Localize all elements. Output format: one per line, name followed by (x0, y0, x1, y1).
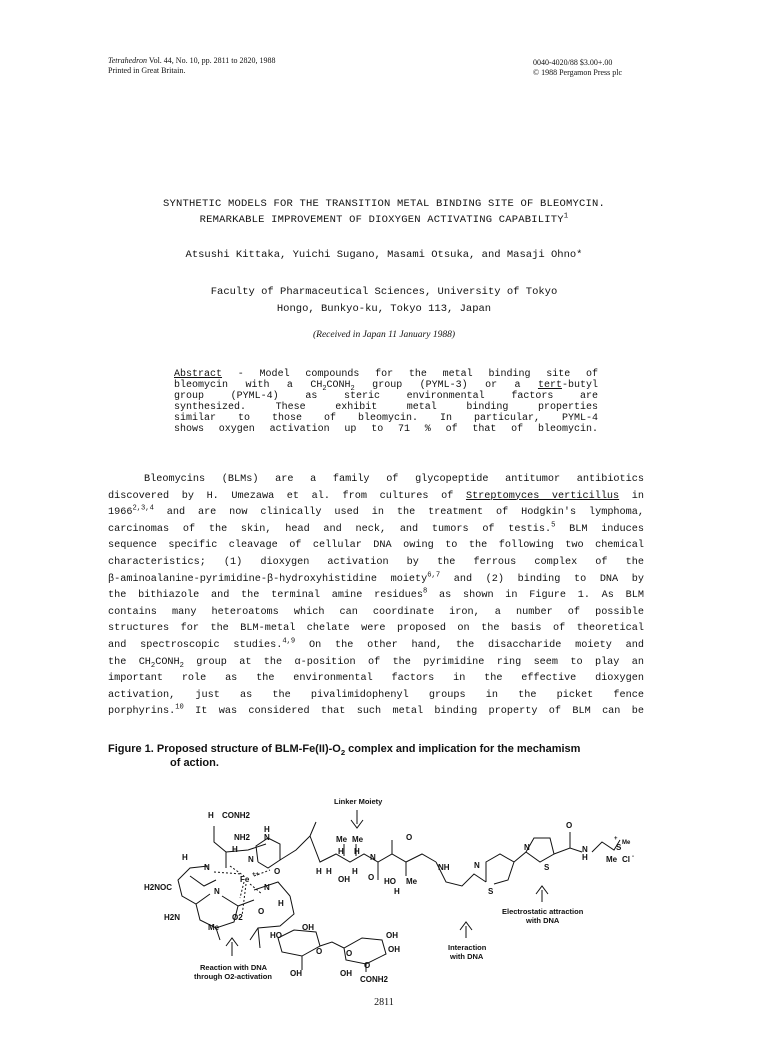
atom-label: Me (406, 877, 418, 886)
body-text: and are now clinically used in the treatment of Hodgkin's lymphoma, (153, 507, 644, 519)
atom-label: N (264, 833, 270, 842)
caption-line-2: of action. (170, 757, 219, 769)
body-line (108, 588, 644, 605)
bond (514, 838, 554, 862)
body-text: carcinomas of the skin, head and neck, and tumors of testis. (108, 523, 552, 535)
atom-label: N (264, 883, 270, 892)
atom-label: H (582, 853, 588, 862)
citation-ref: 8 (423, 587, 428, 596)
abstract-label: Abstract (174, 369, 223, 380)
reaction-label: Reaction with DNA (200, 963, 268, 972)
body-line (108, 505, 644, 522)
dative-bond (214, 872, 242, 874)
subscript: 2 (179, 661, 184, 670)
body-line (108, 655, 644, 672)
body-line (108, 704, 644, 721)
atom-label: H (278, 899, 284, 908)
atom-label: N (582, 845, 588, 854)
structure-atoms (144, 811, 634, 984)
citation-ref: 4,9 (282, 637, 296, 646)
abstract (174, 369, 598, 435)
title-line-2: REMARKABLE IMPROVEMENT OF DIOXYGEN ACTIVATING CAPABILITY (199, 214, 564, 226)
body-line: sequence specific cleavage of cellular DNA owing to the following two chemical (108, 540, 644, 552)
atom-label: NH2 (234, 833, 251, 842)
bond (190, 876, 216, 886)
chloride-label: Cl (622, 855, 630, 864)
atom-label: O (346, 949, 353, 958)
atom-label: S (616, 843, 622, 852)
body-text: On the other hand, the disaccharide moiety and (295, 639, 644, 651)
atom-label: NH (438, 863, 450, 872)
citation: Vol. 44, No. 10, pp. 2811 to 2820, 1988 (148, 56, 276, 65)
bond (278, 930, 323, 956)
running-header-right (533, 58, 622, 78)
atom-label: O (316, 947, 323, 956)
page-number: 2811 (374, 997, 394, 1008)
body-line: characteristics; (1) dioxygen activation by the ferrous complex of the (108, 556, 644, 568)
affiliation (0, 284, 768, 318)
abstract-line-5: similar to those of bleomycin. In particular, PYML-4 (174, 413, 598, 424)
body-text: porphyrins. (108, 706, 176, 718)
charge-label: - (632, 854, 634, 860)
atom-label: N (474, 861, 480, 870)
title-line-1: SYNTHETIC MODELS FOR THE TRANSITION METAL BINDING SITE OF BLEOMYCIN. (162, 198, 606, 210)
body-line (108, 638, 644, 655)
abstract-sub-1: 2 (322, 385, 327, 393)
atom-label: Me (208, 923, 220, 932)
body-text: the CH (108, 656, 151, 668)
body-line: activation, just as the pivalimidophenyl groups in the picket fence (108, 689, 644, 701)
electrostatic-dna-label: with DNA (526, 916, 560, 925)
body-text: discovered by H. Umezawa et al. from cultures of (108, 490, 466, 502)
atom-label: OH (338, 875, 350, 884)
body-text: and spectroscopic studies. (108, 639, 283, 651)
atom-label: HO (384, 877, 396, 886)
caption-sub: 2 (340, 748, 346, 758)
interaction-dna-label: with DNA (450, 952, 484, 961)
atom-label: OH (340, 969, 352, 978)
abstract-line-1: - Model compounds for the metal binding site of (222, 369, 598, 380)
caption-part-a: Figure 1. Proposed structure of BLM-Fe(II)-O (108, 743, 341, 755)
atom-label: CONH2 (222, 811, 251, 820)
citation-ref: 5 (551, 521, 556, 530)
atom-label: Me (336, 835, 348, 844)
price-code: 0040-4020/88 $3.00+.00 (533, 58, 613, 67)
atom-label: N (214, 887, 220, 896)
abstract-line-6: shows oxygen activation up to 71 % of that of bleomycin. (174, 424, 598, 435)
body-text: It was considered that such metal binding property of BLM can be (183, 706, 644, 718)
affiliation-line-1: Faculty of Pharmaceutical Sciences, University of Tokyo (210, 286, 558, 298)
dative-bond (240, 882, 244, 898)
bond (310, 822, 316, 836)
atom-label: H (208, 811, 214, 820)
abstract-sub-2: 2 (350, 385, 355, 393)
body-paragraph (108, 472, 644, 721)
atom-label: N (524, 843, 530, 852)
authors: Atsushi Kittaka, Yuichi Sugano, Masami Otsuka, and Masaji Ohno* (185, 249, 583, 261)
atom-label: Me (352, 835, 364, 844)
atom-label: S (544, 863, 550, 872)
copyright: © 1988 Pergamon Press plc (533, 68, 623, 77)
bond (486, 854, 514, 884)
atom-label: HO (270, 931, 282, 940)
subscript: 2 (150, 661, 156, 670)
bond (554, 848, 582, 854)
atom-label: Me (622, 840, 631, 846)
bond (280, 836, 310, 860)
citation-ref: 2,3,4 (132, 504, 154, 513)
body-line: structures for the BLM-metal chelate were proposed on the basis of theoretical (108, 623, 644, 635)
caption-part-b: complex and implication for the mechamism (345, 743, 581, 755)
affiliation-line-2: Hongo, Bunkyo-ku, Tokyo 113, Japan (276, 303, 492, 315)
charge-label: ++ (252, 872, 260, 878)
body-text: 1966 (108, 507, 133, 519)
dioxygen-label: O2 (232, 913, 243, 922)
body-text: CONH (155, 656, 180, 668)
atom-label: H (182, 853, 188, 862)
body-text: group at the α-position of the pyrimidine ring seem to play an (183, 656, 644, 668)
atom-label: H (232, 845, 238, 854)
atom-label: H (338, 847, 344, 856)
body-line (108, 522, 644, 539)
atom-label: H (352, 867, 358, 876)
electrostatic-label: Electrostatic attraction (502, 907, 584, 916)
abstract-line-2a: bleomycin with a CH (174, 380, 323, 391)
atom-label: H (264, 825, 270, 834)
interaction-label: Interaction (448, 943, 487, 952)
atom-label: H (316, 867, 322, 876)
atom-label: H2N (164, 913, 181, 922)
abstract-line-4: synthesized. These exhibit metal binding properties (174, 402, 598, 413)
body-text: and (2) binding to DNA by (440, 573, 644, 585)
citation-ref: 10 (175, 703, 184, 712)
iron-label: Fe (240, 875, 250, 884)
printed-in: Printed in Great Britain. (108, 66, 186, 75)
running-header-left (108, 56, 276, 76)
citation-ref: 6,7 (427, 571, 441, 580)
atom-label: N (370, 853, 376, 862)
abstract-line-2e: -butyl (561, 380, 598, 391)
body-text: BLM induces (555, 523, 644, 535)
atom-label: OH (302, 923, 314, 932)
atom-label: S (488, 887, 494, 896)
title-footnote: 1 (563, 212, 569, 221)
bond (238, 900, 254, 906)
blm-fe-o2-structure (130, 790, 634, 990)
body-text: in (619, 490, 644, 502)
body-line (108, 572, 644, 589)
atom-label: H (326, 867, 332, 876)
body-text: the bithiazole and the terminal amine residues (108, 590, 423, 602)
bond (320, 938, 386, 964)
atom-label: O (364, 961, 371, 970)
bond (258, 928, 260, 948)
bond (214, 826, 226, 868)
atom-label: OH (386, 931, 398, 940)
atom-label: O (566, 821, 573, 830)
atom-label: H (354, 847, 360, 856)
reaction-via-label: through O2-activation (194, 972, 272, 981)
atom-label: O (406, 833, 413, 842)
atom-label: O (274, 867, 281, 876)
bond (254, 882, 290, 896)
bond (256, 838, 280, 868)
atom-label: H (394, 887, 400, 896)
linker-moiety-label: Linker Moiety (334, 797, 383, 806)
atom-label: OH (388, 945, 400, 954)
atom-label: N (204, 863, 210, 872)
atom-label: OH (290, 969, 302, 978)
paper-title (0, 196, 768, 228)
atom-label: O (258, 907, 265, 916)
charge-label: + (614, 836, 618, 842)
abstract-line-2c: group (PYML-3) or a (354, 380, 538, 391)
body-text: as shown in Figure 1. As BLM (427, 590, 644, 602)
body-line: important role as the environmental factors in the effective dioxygen (108, 673, 644, 685)
dative-bond (242, 884, 246, 916)
abstract-line-2b: CONH (326, 380, 351, 391)
atom-label: Me (606, 855, 618, 864)
atom-label: O (368, 873, 375, 882)
species-name: Streptomyces verticillus (465, 490, 620, 502)
body-line (108, 489, 644, 506)
atom-label: CONH2 (360, 975, 389, 984)
journal-name: Tetrahedron (108, 56, 147, 65)
received-date: (Received in Japan 11 January 1988) (312, 330, 455, 340)
figure-caption (108, 742, 648, 770)
atom-label: H2NOC (144, 883, 173, 892)
body-line: contains many heteroatoms which can coordinate iron, a number of possible (108, 606, 644, 618)
abstract-tert: tert (537, 380, 562, 391)
atom-label: N (248, 855, 254, 864)
body-text: β-aminoalanine-pyrimidine-β-hydroxyhistidine moiety (108, 573, 428, 585)
abstract-line-3: group (PYML-4) as steric environmental factors are (174, 391, 598, 402)
body-line: Bleomycins (BLMs) are a family of glycopeptide antitumor antibiotics (144, 474, 644, 485)
